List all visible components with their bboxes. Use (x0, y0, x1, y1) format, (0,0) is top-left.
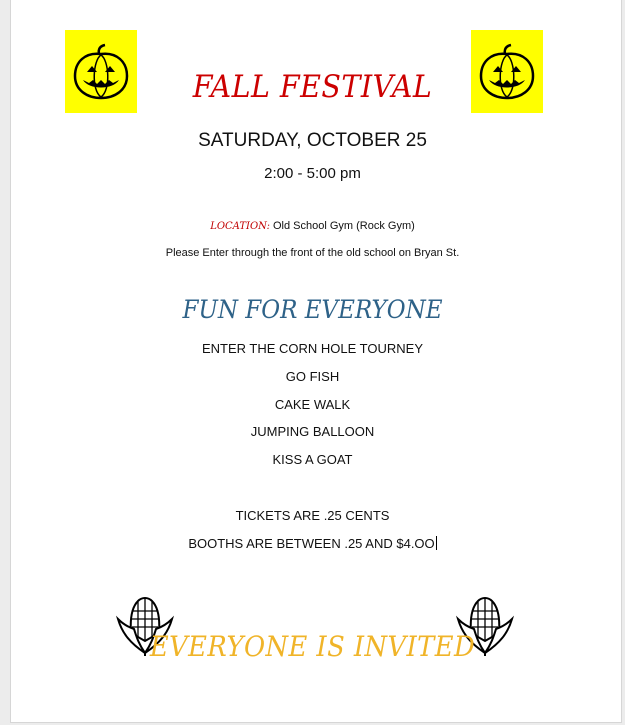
activity-item: ENTER THE CORN HOLE TOURNEY (201, 341, 424, 356)
event-date: SATURDAY, OCTOBER 25 (198, 130, 427, 151)
booths-price: BOOTHS ARE BETWEEN .25 AND $4.OO (188, 536, 435, 551)
location-value: Old School Gym (Rock Gym) (269, 220, 415, 232)
festival-title: FALL FESTIVAL (192, 69, 433, 105)
activity-item: JUMPING BALLOON (250, 424, 375, 439)
fun-heading: FUN FOR EVERYONE (182, 295, 443, 324)
activity-item: CAKE WALK (274, 397, 351, 412)
activity-item: GO FISH (285, 369, 340, 384)
everyone-invited: EVERYONE IS INVITED (149, 630, 476, 663)
activity-item: KISS A GOAT (272, 452, 353, 467)
location-label: LOCATION: (210, 221, 270, 232)
tickets-price: TICKETS ARE .25 CENTS (235, 508, 390, 523)
entrance-instructions: Please Enter through the front of the old school on Bryan St. (165, 247, 460, 259)
event-time: 2:00 - 5:00 pm (264, 165, 361, 182)
booths-price-line[interactable] (0, 536, 625, 551)
text-cursor (436, 536, 437, 550)
location-line (0, 220, 625, 232)
